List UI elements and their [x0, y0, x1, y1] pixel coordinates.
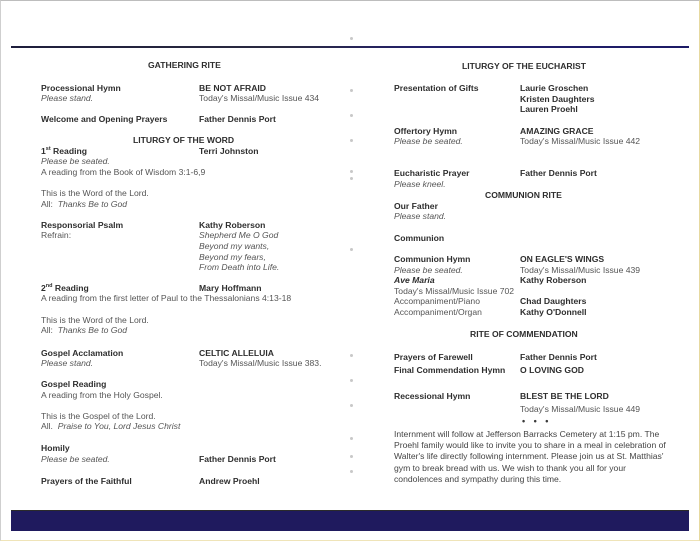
- processional-note: Please stand.: [41, 93, 94, 103]
- fold-mark: [350, 379, 353, 382]
- second-reading-text: A reading from the first letter of Paul to the Thessalonians 4:13-18: [41, 293, 292, 303]
- communion-hymn-note: Please be seated.: [394, 265, 463, 275]
- second-reading-all: All: Thanks Be to God: [41, 325, 128, 335]
- gospel-all: All. Praise to You, Lord Jesus Christ: [41, 421, 181, 431]
- gospel-response: This is the Gospel of the Lord.: [41, 411, 156, 421]
- acclamation-note: Please stand.: [41, 358, 94, 368]
- gifts-person: Laurie Groschen: [520, 83, 589, 93]
- final-commendation-title: O LOVING GOD: [520, 365, 584, 375]
- second-reading-person: Mary Hoffmann: [199, 283, 262, 293]
- section-heading-liturgy-word: LITURGY OF THE WORD: [133, 135, 235, 145]
- first-reading-label: 1st Reading: [41, 146, 87, 156]
- organ-label: Accompaniment/Organ: [394, 307, 482, 317]
- homily-note: Please be seated.: [41, 454, 110, 464]
- eucharistic-prayer-label: Eucharistic Prayer: [394, 168, 470, 178]
- welcome-label: Welcome and Opening Prayers: [41, 114, 168, 124]
- processional-title: BE NOT AFRAID: [199, 83, 266, 93]
- final-commendation-label: Final Commendation Hymn: [394, 365, 506, 375]
- second-reading-label: 2nd Reading: [41, 283, 89, 293]
- section-heading-commendation: RITE OF COMMENDATION: [470, 329, 578, 339]
- separator-dots: • • •: [522, 416, 552, 426]
- closing-paragraph: Internment will follow at Jefferson Barracks Cemetery at 1:15 pm. The Proehl family would like to invite you to share in a meal in celebration of Walter's life directly following internment. Please join us at St. Matthias' gym to break bread with us. We wish to thank you all for your condolences and sympathy during this time.: [394, 429, 666, 484]
- our-father-label: Our Father: [394, 201, 438, 211]
- acclamation-label: Gospel Acclamation: [41, 348, 124, 358]
- recessional-ref: Today's Missal/Music Issue 449: [520, 404, 641, 414]
- ave-maria-ref: Today's Missal/Music Issue 702: [394, 286, 515, 296]
- fold-mark: [350, 170, 353, 173]
- gifts-person: Kristen Daughters: [520, 94, 595, 104]
- fold-mark: [350, 114, 353, 117]
- gifts-label: Presentation of Gifts: [394, 83, 479, 93]
- psalm-label: Responsorial Psalm: [41, 220, 124, 230]
- section-heading-gathering-rite: GATHERING RITE: [148, 60, 221, 70]
- psalm-person: Kathy Roberson: [199, 220, 266, 230]
- fold-mark: [350, 177, 353, 180]
- offertory-title: AMAZING GRACE: [520, 126, 594, 136]
- recessional-label: Recessional Hymn: [394, 391, 471, 401]
- homily-label: Homily: [41, 443, 70, 453]
- fold-mark: [350, 455, 353, 458]
- first-reading-person: Terri Johnston: [199, 146, 259, 156]
- piano-label: Accompaniment/Piano: [394, 296, 480, 306]
- psalm-refrain-line: Shepherd Me O God: [199, 230, 279, 240]
- communion-hymn-ref: Today's Missal/Music Issue 439: [520, 265, 641, 275]
- offertory-ref: Today's Missal/Music Issue 442: [520, 136, 641, 146]
- second-reading-response: This is the Word of the Lord.: [41, 315, 149, 325]
- communion-hymn-label: Communion Hymn: [394, 254, 471, 264]
- welcome-person: Father Dennis Port: [199, 114, 276, 124]
- fold-mark: [350, 139, 353, 142]
- acclamation-title: CELTIC ALLELUIA: [199, 348, 274, 358]
- ave-maria-person: Kathy Roberson: [520, 275, 587, 285]
- first-reading-all: All: Thanks Be to God: [41, 199, 128, 209]
- bottom-band: [11, 510, 689, 531]
- top-rule: [11, 46, 689, 48]
- gifts-person: Lauren Proehl: [520, 104, 578, 114]
- eucharistic-prayer-person: Father Dennis Port: [520, 168, 597, 178]
- psalm-refrain-line: Beyond my fears,: [199, 252, 266, 262]
- psalm-refrain-line: Beyond my wants,: [199, 241, 270, 251]
- first-reading-note: Please be seated.: [41, 156, 110, 166]
- first-reading-response: This is the Word of the Lord.: [41, 188, 149, 198]
- prayers-label: Prayers of the Faithful: [41, 476, 132, 486]
- fold-mark: [350, 354, 353, 357]
- farewell-label: Prayers of Farewell: [394, 352, 473, 362]
- offertory-note: Please be seated.: [394, 136, 463, 146]
- fold-mark: [350, 404, 353, 407]
- fold-mark: [350, 470, 353, 473]
- section-heading-eucharist: LITURGY OF THE EUCHARIST: [462, 61, 586, 71]
- piano-person: Chad Daughters: [520, 296, 587, 306]
- communion-label: Communion: [394, 233, 445, 243]
- first-reading-text: A reading from the Book of Wisdom 3:1-6,9: [41, 167, 206, 177]
- eucharistic-prayer-note: Please kneel.: [394, 179, 446, 189]
- section-heading-communion: COMMUNION RITE: [485, 190, 562, 200]
- psalm-refrain-label: Refrain:: [41, 230, 72, 240]
- processional-label: Processional Hymn: [41, 83, 121, 93]
- offertory-label: Offertory Hymn: [394, 126, 458, 136]
- prayers-person: Andrew Proehl: [199, 476, 260, 486]
- acclamation-ref: Today's Missal/Music Issue 383.: [199, 358, 322, 368]
- fold-mark: [350, 37, 353, 40]
- our-father-note: Please stand.: [394, 211, 447, 221]
- recessional-title: BLEST BE THE LORD: [520, 391, 609, 401]
- processional-ref: Today's Missal/Music Issue 434: [199, 93, 320, 103]
- farewell-person: Father Dennis Port: [520, 352, 597, 362]
- ave-maria-label: Ave Maria: [394, 275, 435, 285]
- homily-person: Father Dennis Port: [199, 454, 276, 464]
- communion-hymn-title: ON EAGLE'S WINGS: [520, 254, 605, 264]
- psalm-refrain-line: From Death into Life.: [199, 262, 280, 272]
- organ-person: Kathy O'Donnell: [520, 307, 587, 317]
- fold-mark: [350, 89, 353, 92]
- fold-mark: [350, 437, 353, 440]
- fold-mark: [350, 248, 353, 251]
- gospel-label: Gospel Reading: [41, 379, 107, 389]
- gospel-text: A reading from the Holy Gospel.: [41, 390, 163, 400]
